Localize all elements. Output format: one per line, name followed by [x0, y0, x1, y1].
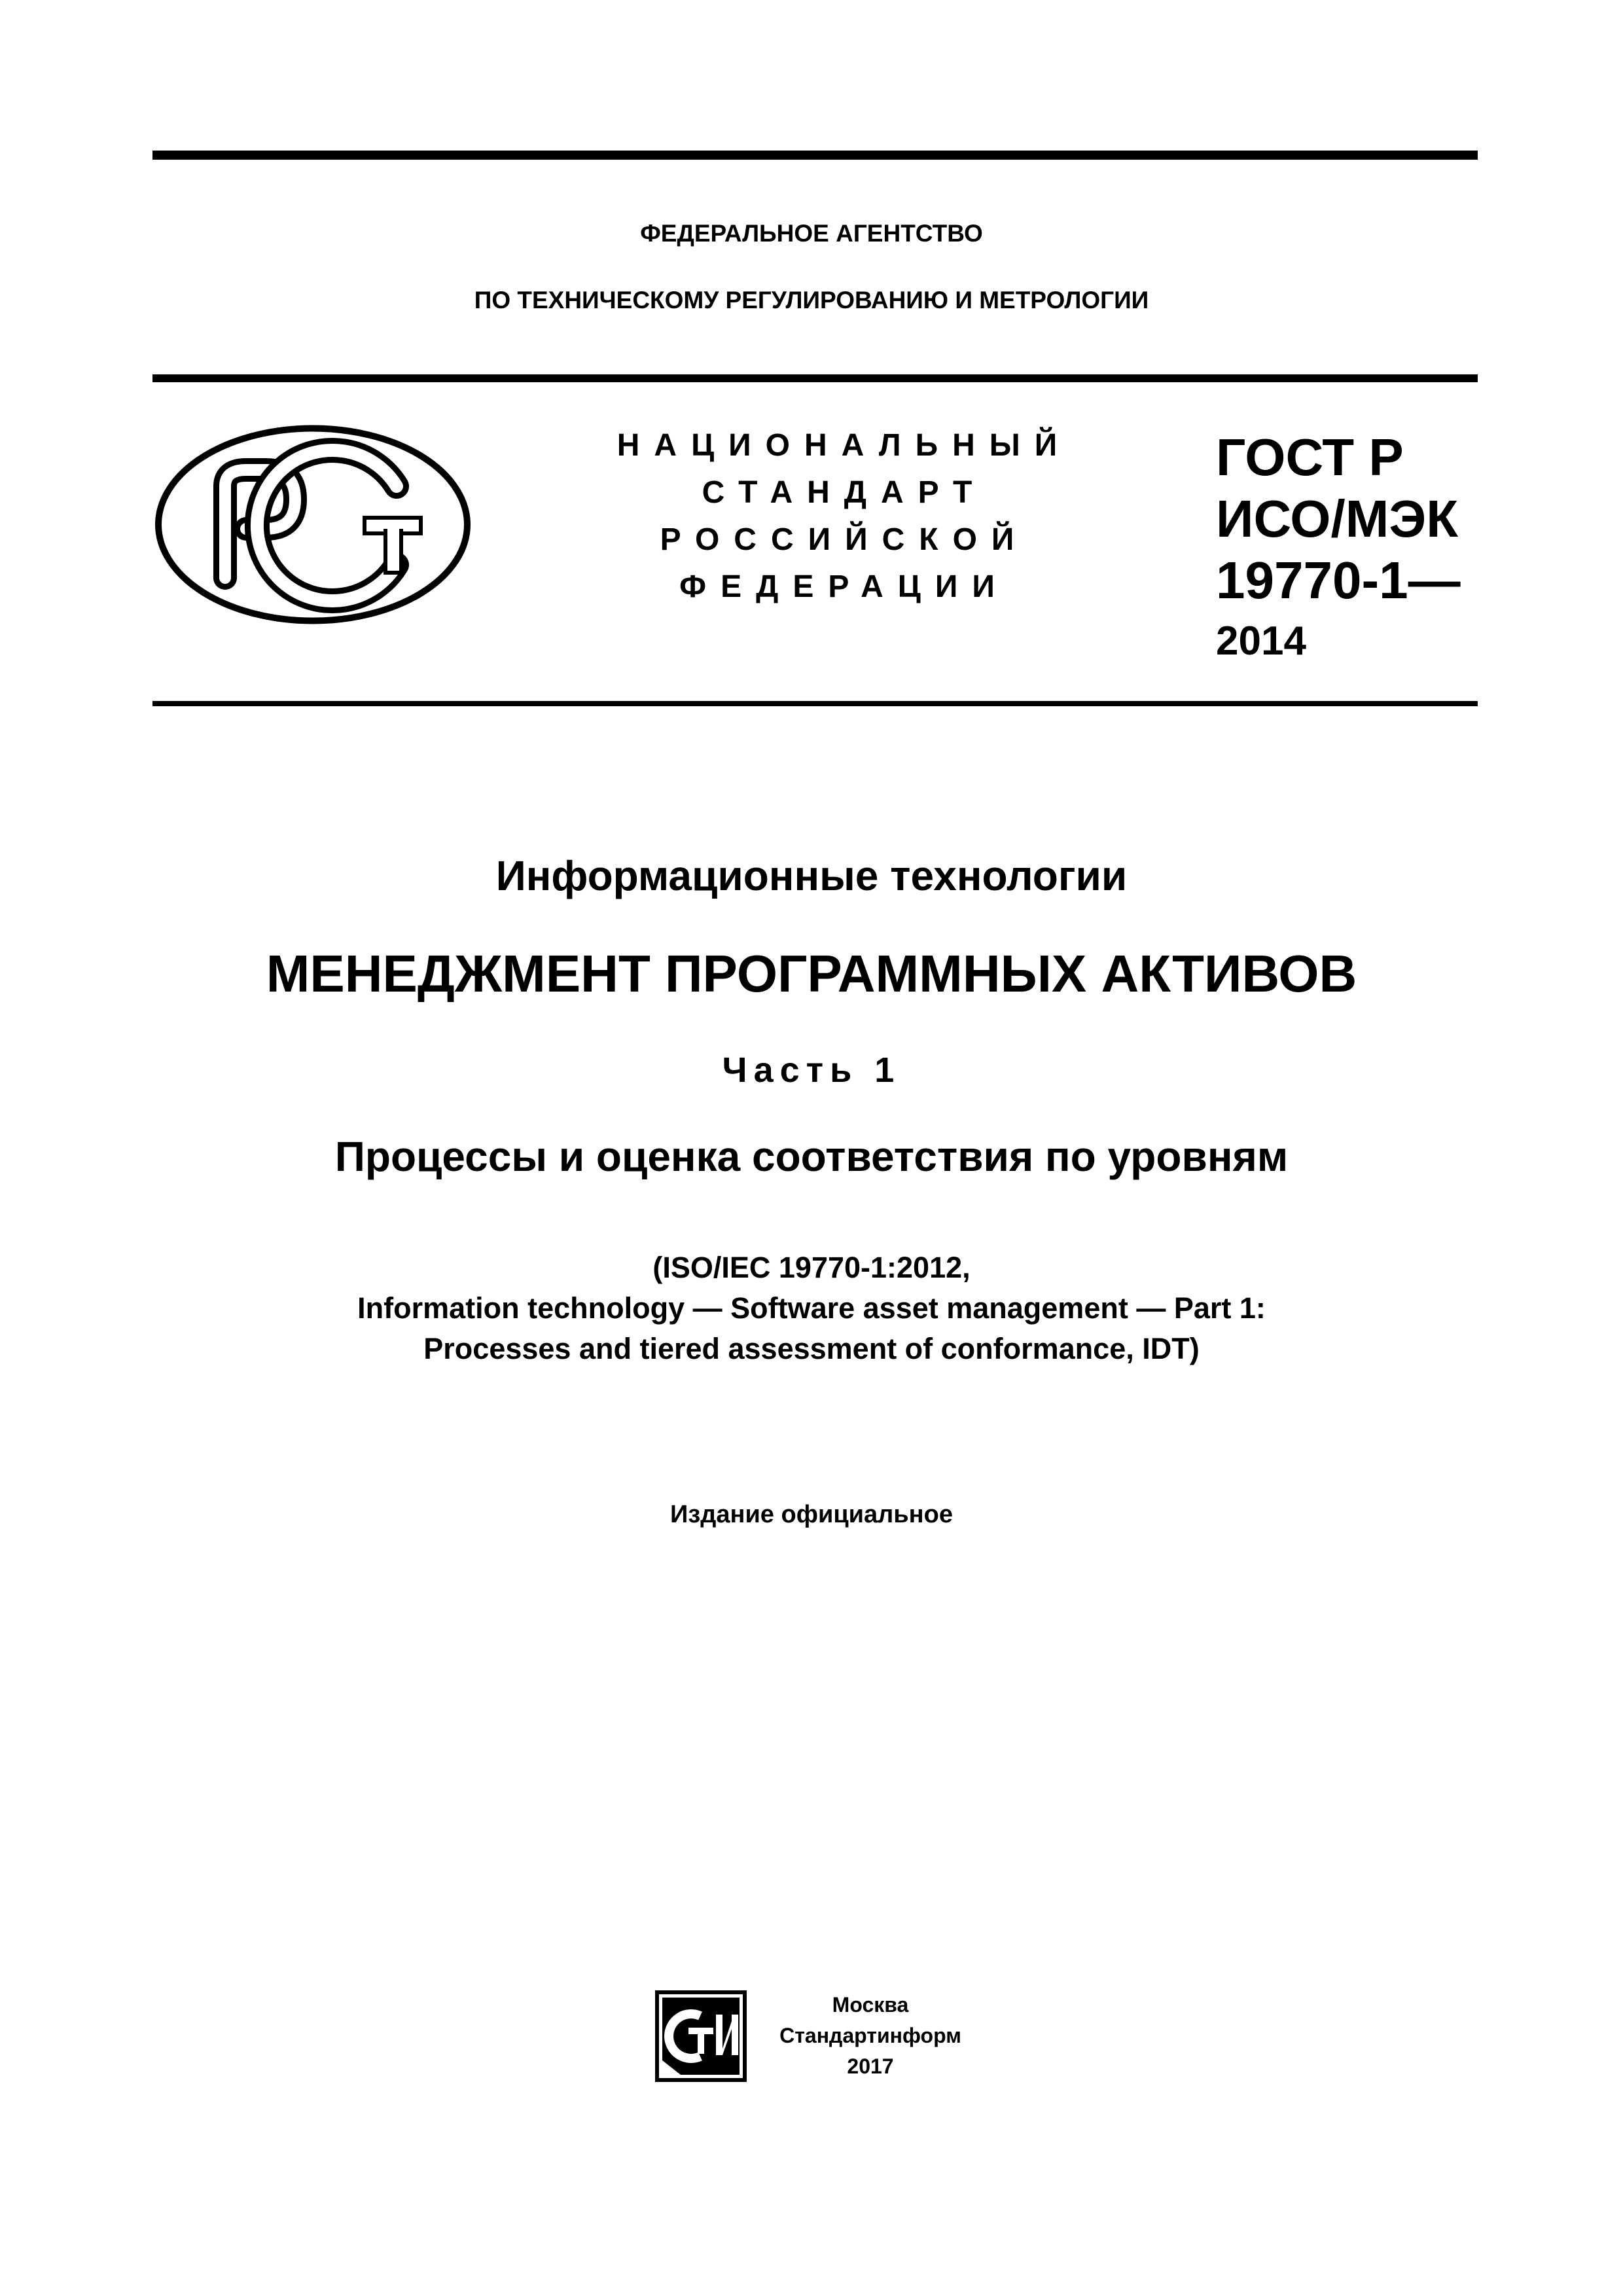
national-standard-label — [576, 422, 1113, 611]
national-standard-line2: СТАНДАРТ — [702, 475, 987, 510]
standard-code-line1: ГОСТ Р — [1216, 428, 1404, 486]
agency-name-line2: ПО ТЕХНИЧЕСКОМУ РЕГУЛИРОВАНИЮ И МЕТРОЛОГИИ — [474, 287, 1149, 314]
title-part: Часть 1 — [722, 1050, 901, 1090]
iso-reference-line2: Information technology — Software asset management — Part 1: — [357, 1291, 1266, 1325]
header-bottom-rule — [152, 701, 1478, 706]
publisher-year: 2017 — [847, 2054, 894, 2078]
top-rule — [152, 151, 1478, 160]
edition-label: Издание официальное — [670, 1501, 953, 1528]
standard-code-year: 2014 — [1216, 619, 1306, 664]
publisher-name: Стандартинформ — [779, 2024, 961, 2047]
title-field: Информационные технологии — [495, 852, 1128, 899]
national-standard-line1: НАЦИОНАЛЬНЫЙ — [616, 428, 1072, 463]
publisher-city: Москва — [832, 1993, 909, 2017]
header-divider — [152, 374, 1478, 382]
standard-code-line2: ИСО/МЭК — [1216, 490, 1459, 548]
title-main: МЕНЕДЖМЕНТ ПРОГРАММНЫХ АКТИВОВ — [266, 944, 1357, 1003]
standard-code — [1216, 427, 1461, 668]
agency-name-line1: ФЕДЕРАЛЬНОЕ АГЕНТСТВО — [640, 220, 983, 247]
national-standard-line4: ФЕДЕРАЦИИ — [679, 569, 1009, 604]
iso-reference-line3: Processes and tiered assessment of conformance, IDT) — [423, 1332, 1200, 1365]
national-standard-line3: РОССИЙСКОЙ — [660, 522, 1029, 557]
publisher-logo — [654, 1990, 747, 2083]
title-subtitle: Процессы и оценка соответствия по уровням — [334, 1133, 1289, 1180]
gost-r-logo — [154, 424, 471, 625]
iso-reference-line1: (ISO/IEC 19770-1:2012, — [652, 1251, 971, 1284]
iso-reference — [0, 1247, 1623, 1369]
publisher-info — [766, 1990, 975, 2082]
standard-code-line3: 19770-1— — [1216, 551, 1461, 609]
